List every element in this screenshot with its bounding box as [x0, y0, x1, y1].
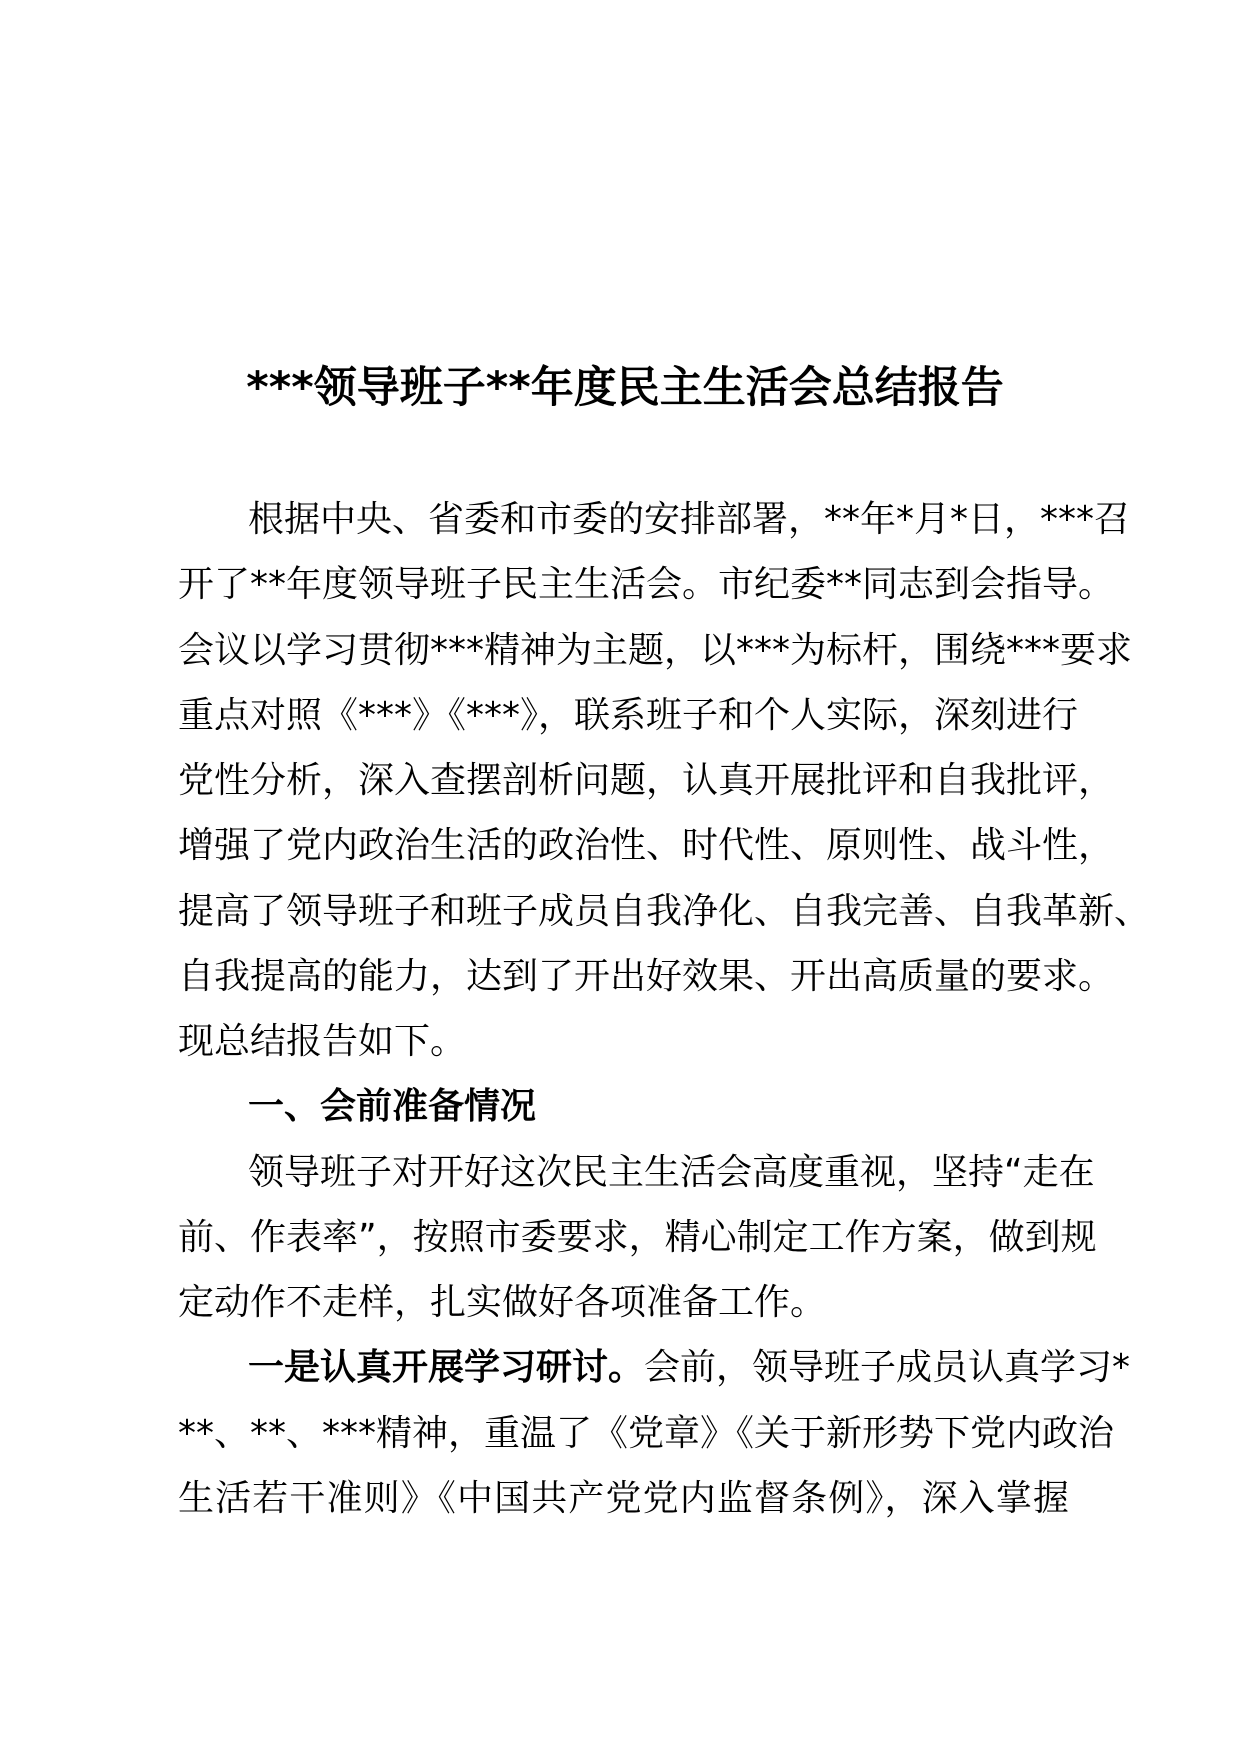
text-line: 根据中央、省委和市委的安排部署，**年*月*日，***召 [248, 499, 1131, 540]
section-heading-text: 一、会前准备情况 [248, 1086, 537, 1128]
text-line: 开了**年度领导班子民主生活会。市纪委**同志到会指导。 [178, 564, 1115, 606]
text-line: 定动作不走样，扎实做好各项准备工作。 [178, 1282, 827, 1323]
text-line: 现总结报告如下。 [178, 1021, 467, 1062]
text-line: 领导班子对开好这次民主生活会高度重视，坚持“走在 [248, 1151, 1095, 1193]
text-line: 提高了领导班子和班子成员自我净化、自我完善、自我革新、 [178, 890, 1151, 932]
text-line: 生活若干准则》《中国共产党党内监督条例》，深入掌握 [178, 1477, 1069, 1519]
text-line: 重点对照《***》《***》，联系班子和个人实际，深刻进行 [178, 694, 1079, 736]
text-line: **、**、***精神，重温了《党章》《关于新形势下党内政治 [178, 1412, 1115, 1454]
text-line: 党性分析，深入查摆剖析问题，认真开展批评和自我批评， [178, 760, 1115, 801]
text-run: 会前，领导班子成员认真学习* [644, 1347, 1131, 1389]
section-heading [178, 1074, 1069, 1139]
text-line: 增强了党内政治生活的政治性、时代性、原则性、战斗性， [178, 825, 1115, 867]
text-line: 会议以学习贯彻***精神为主题，以***为标杆，围绕***要求 [178, 629, 1133, 671]
document-body [178, 487, 1151, 1531]
text-line [178, 1335, 1131, 1400]
text-line: 前、作表率”，按照市委要求，精心制定工作方案，做到规 [178, 1216, 1097, 1258]
document-title: ***领导班子**年度民主生活会总结报告 [246, 363, 1004, 413]
text-line: 自我提高的能力，达到了开出好效果、开出高质量的要求。 [178, 955, 1115, 997]
paragraph-intro [178, 487, 1151, 1074]
paragraph-preparation [178, 1140, 1097, 1336]
bold-lead: 一是认真开展学习研讨。 [248, 1347, 645, 1389]
paragraph-study [178, 1335, 1131, 1531]
